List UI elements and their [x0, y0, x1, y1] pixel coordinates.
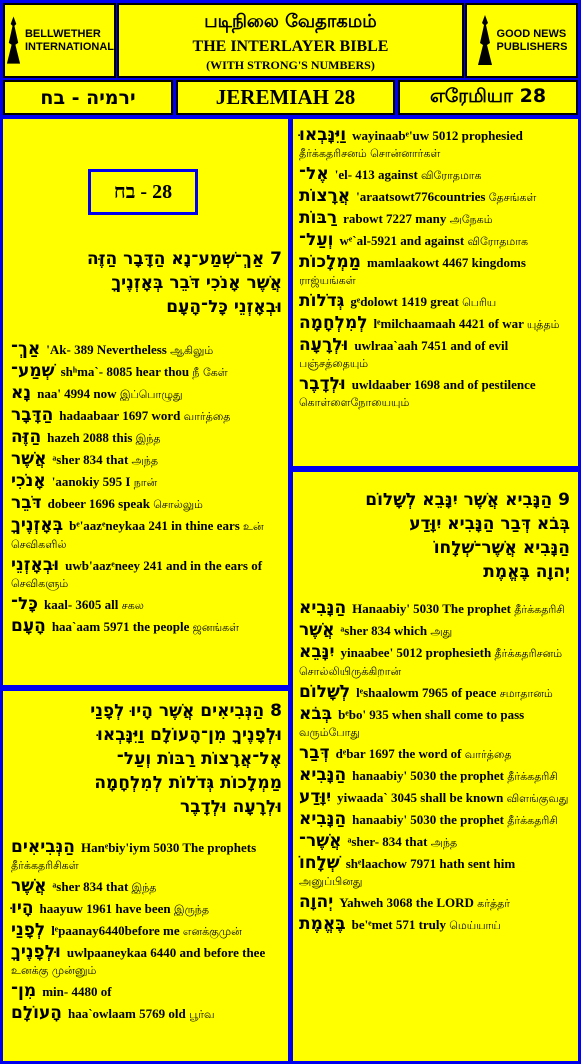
- gloss-tamil: விரோதமாக: [421, 169, 482, 182]
- word-entry: [11, 900, 282, 918]
- word-entry: [11, 557, 282, 592]
- word-entry: [299, 644, 572, 680]
- left-panel-verse7: [3, 119, 288, 685]
- gloss-tamil: பூர்வ: [188, 1008, 215, 1021]
- hebrew-word: אֲרָצוֹת: [299, 186, 351, 206]
- verse8-cont-word-list: [299, 127, 572, 415]
- hebrew-word: רַבּוֹת: [299, 208, 338, 228]
- word-entry: [11, 983, 282, 1001]
- gloss-english: lᵉshaalowm 7965 of peace: [356, 685, 497, 700]
- word-entry: [299, 127, 572, 162]
- title-sub: (WITH STRONG'S NUMBERS): [206, 58, 375, 72]
- hebrew-word: אֲשֶׁר: [11, 449, 47, 469]
- gloss-tamil: அனுப்பினது: [299, 875, 363, 888]
- gloss-tamil: ஆகிலும்: [170, 344, 214, 357]
- verse-line: 7 אַךְ־שְׁמַע־נָא הַדָּבָר הַזֶּה: [87, 249, 282, 269]
- gloss-english: gᵉdolowt 1419 great: [350, 294, 459, 309]
- gloss-english: uwb'aazᵉneey 241 and in the ears of: [65, 558, 263, 573]
- gloss-tamil: ராஜ்யங்கள்: [299, 274, 356, 287]
- gloss-english: ᵃsher 834 that: [52, 879, 129, 894]
- right-logo-line2: PUBLISHERS: [496, 40, 568, 53]
- gloss-english: hanaabiy' 5030 the prophet: [352, 812, 504, 827]
- verse-line: הַנָּבִיא אֲשֶׁר־שְׁלָחוֹ: [433, 538, 570, 558]
- word-entry: [299, 811, 572, 829]
- hebrew-word: בְּבֹא: [299, 704, 333, 724]
- hebrew-word: וּבְאָזְנֵי: [11, 555, 60, 575]
- gloss-english: ᵃsher 834 which: [340, 623, 428, 638]
- gloss-tamil: தீர்க்கதரிசனம் சொல்லியிருக்கிறான்: [299, 647, 563, 678]
- word-entry: [299, 745, 572, 763]
- word-entry: [11, 596, 282, 614]
- gloss-english: ᵃsher 834 that: [52, 452, 129, 467]
- word-entry: [11, 1005, 282, 1023]
- gloss-english: Yahweh 3068 the LORD: [339, 895, 474, 910]
- word-entry: [299, 600, 572, 618]
- word-entry: [299, 855, 572, 890]
- gloss-english: dᵉbar 1697 the word of: [335, 746, 462, 761]
- gloss-tamil: அது: [430, 625, 453, 638]
- gloss-tamil: இந்த: [135, 432, 161, 445]
- gloss-english: min- 4480 of: [42, 984, 112, 999]
- hebrew-word: וְעַל־: [299, 230, 334, 250]
- gloss-english: shᵉlaachow 7971 hath sent him: [345, 856, 516, 871]
- hebrew-word: גְּדֹלוֹת: [299, 291, 345, 311]
- chapter-label: 28 - בח: [88, 169, 198, 215]
- gloss-tamil: உனக்கு முன்னும்: [11, 964, 97, 977]
- gloss-english: ᵃsher- 834 that: [347, 834, 428, 849]
- gloss-tamil: வரும்போது: [299, 726, 360, 739]
- hebrew-word: יְהוָה: [299, 892, 334, 912]
- gloss-tamil: தேசங்கள்: [488, 191, 537, 204]
- gloss-tamil: நீ கேள்: [192, 366, 228, 379]
- gloss-tamil: கர்த்தர்: [477, 897, 511, 910]
- left-logo-line2: INTERNATIONAL: [24, 40, 114, 53]
- gloss-english: haayuw 1961 have been: [39, 901, 171, 916]
- hebrew-word: כָּל־: [11, 594, 38, 614]
- left-panel-verse8: [3, 691, 288, 1061]
- hebrew-word: הַזֶּה: [11, 427, 42, 447]
- hebrew-word: הַנָּבִיא: [299, 765, 347, 785]
- verse9-word-list: [299, 600, 572, 938]
- word-entry: [299, 210, 572, 228]
- gloss-english: 'aanokiy 595 I: [51, 474, 131, 489]
- word-entry: [11, 363, 282, 381]
- verse-line: מַמְלָכוֹת גְּדֹלוֹת לְמִלְחָמָה: [94, 773, 282, 793]
- word-entry: [11, 385, 282, 403]
- gloss-tamil: இந்த: [131, 881, 157, 894]
- hebrew-word: אֲשֶׁר: [11, 876, 47, 896]
- hebrew-word: שְׁלָחוֹ: [299, 853, 340, 873]
- bellwether-logo-icon: [5, 13, 22, 69]
- hebrew-word: שְׁמַע־: [11, 361, 55, 381]
- word-entry: [299, 767, 572, 785]
- word-entry: [299, 622, 572, 640]
- hebrew-word: אֲשֶׁר־: [299, 831, 342, 851]
- gloss-english: uwldaaber 1698 and of pestilence: [351, 377, 536, 392]
- hebrew-word: נָא: [11, 383, 32, 403]
- word-entry: [11, 878, 282, 896]
- gloss-tamil: விரோதமாக: [467, 235, 529, 248]
- hebrew-word: לְשָׁלוֹם: [299, 682, 351, 702]
- word-entry: [11, 429, 282, 447]
- word-entry: [11, 407, 282, 425]
- gloss-tamil: அநேகம்: [449, 213, 493, 226]
- gloss-english: lᵉpaanay6440before me: [51, 923, 180, 938]
- gloss-tamil: உன் செவிகளில்: [11, 520, 264, 551]
- hebrew-word: הָיוּ: [11, 898, 34, 918]
- word-entry: [11, 839, 282, 874]
- hebrew-word: בֶּאֱמֶת: [299, 914, 346, 934]
- good-news-logo-icon: [476, 13, 494, 69]
- word-entry: [299, 684, 572, 702]
- gloss-tamil: விளங்குவது: [506, 792, 569, 805]
- gloss-english: be'ᵉmet 571 truly: [351, 917, 447, 932]
- word-entry: [11, 944, 282, 979]
- word-entry: [299, 916, 572, 934]
- word-entry: [299, 706, 572, 741]
- hebrew-word: אַךְ־: [11, 339, 41, 359]
- word-entry: [299, 166, 572, 184]
- gloss-english: uwlpaaneykaa 6440 and before thee: [66, 945, 266, 960]
- gloss-tamil: சகல: [121, 599, 144, 612]
- gloss-tamil: மெய்யாய்: [449, 919, 501, 932]
- hebrew-word: הַנָּבִיא: [299, 809, 347, 829]
- title-tamil: படிநிலை வேதாகமம்: [204, 11, 377, 32]
- word-entry: [299, 337, 572, 372]
- hebrew-word: לְמִלְחָמָה: [299, 313, 368, 333]
- word-entry: [11, 618, 282, 636]
- word-entry: [299, 789, 572, 807]
- gloss-tamil: எனக்குமுன்: [182, 925, 242, 938]
- gloss-tamil: ஜனங்கள்: [192, 621, 240, 634]
- gloss-english: shʰma`- 8085 hear thou: [60, 364, 190, 379]
- hebrew-word: מִן־: [11, 981, 37, 1001]
- gloss-english: 'Ak- 389 Nevertheless: [46, 342, 167, 357]
- verse7-text: [11, 247, 282, 319]
- word-entry: [11, 495, 282, 513]
- gloss-english: yinaabee' 5012 prophesieth: [340, 645, 492, 660]
- gloss-english: dobeer 1696 speak: [47, 496, 150, 511]
- gloss-english: Hanaabiy' 5030 The prophet: [352, 601, 511, 616]
- verse-line: 9 הַנָּבִיא אֲשֶׁר יִנָּבֵא לְשָׁלוֹם: [365, 490, 570, 510]
- hebrew-word: דְּבַר: [299, 743, 330, 763]
- verse-line: יְהוָה בֶּאֱמֶת: [483, 562, 570, 582]
- hebrew-word: יִנָּבֵא: [299, 642, 335, 662]
- right-logo-line1: GOOD NEWS: [496, 27, 567, 40]
- word-entry: [299, 833, 572, 851]
- right-panel-verse8-cont: [293, 119, 578, 466]
- gloss-english: yiwaada` 3045 shall be known: [337, 790, 504, 805]
- gloss-tamil: வார்த்தை: [183, 410, 231, 423]
- verse-line: 8 הַנְּבִיאִים אֲשֶׁר הָיוּ לְפָנַי: [90, 701, 282, 721]
- verse-line: בְּבֹא דְּבַר הַנָּבִיא יִוָּדַע: [409, 514, 570, 534]
- word-entry: [11, 473, 282, 491]
- hebrew-word: וּלְרָעָה: [299, 335, 349, 355]
- gloss-tamil: தீர்க்கதரிசனம் சொன்னார்கள்: [299, 147, 441, 160]
- hebrew-word: לְפָנַי: [11, 920, 46, 940]
- header-title-block: [117, 3, 464, 78]
- word-entry: [11, 922, 282, 940]
- gloss-tamil: வார்த்தை: [464, 748, 512, 761]
- gloss-english: hanaabiy' 5030 the prophet: [352, 768, 504, 783]
- gloss-english: wᵉ`al-5921 and against: [339, 233, 465, 248]
- hebrew-word: מַמְלָכוֹת: [299, 252, 361, 272]
- title-main: THE INTERLAYER BIBLE: [192, 38, 389, 55]
- hebrew-word: הָעָם: [11, 616, 46, 636]
- book-tamil: எரேமியா 28: [398, 80, 578, 115]
- gloss-english: haa`aam 5971 the people: [51, 619, 190, 634]
- header-left-logo: [3, 3, 116, 78]
- header-right-logo: [465, 3, 578, 78]
- gloss-english: uwlraa`aah 7451 and of evil: [354, 338, 509, 353]
- gloss-tamil: பெரிய: [462, 296, 497, 309]
- word-entry: [299, 293, 572, 311]
- gloss-english: 'el- 413 against: [334, 167, 418, 182]
- gloss-tamil: இப்பொழுது: [119, 388, 183, 401]
- hebrew-word: הָעוֹלָם: [11, 1003, 62, 1023]
- gloss-tamil: இருந்த: [173, 903, 210, 916]
- gloss-tamil: செவிகளும்: [11, 577, 69, 590]
- hebrew-word: אָנֹכִי: [11, 471, 46, 491]
- gloss-english: bᵉbo' 935 when shall come to pass: [338, 707, 525, 722]
- gloss-english: lᵉmilchaamaah 4421 of war: [373, 316, 524, 331]
- gloss-english: Hanᵉbiy'iym 5030 The prophets: [80, 840, 257, 855]
- gloss-tamil: சமாதானம்: [499, 687, 553, 700]
- hebrew-word: וּלְדָבֶר: [299, 374, 346, 394]
- gloss-tamil: தீர்க்கதரிசி: [514, 603, 565, 616]
- hebrew-word: וּלְפָנֶיךָ: [11, 942, 61, 962]
- word-entry: [299, 376, 572, 411]
- word-entry: [11, 517, 282, 553]
- gloss-tamil: தீர்க்கதரிசிகள்: [11, 859, 79, 872]
- gloss-english: hazeh 2088 this: [47, 430, 133, 445]
- gloss-english: hadaabaar 1697 word: [59, 408, 181, 423]
- verse9-text: [299, 488, 570, 584]
- word-entry: [11, 341, 282, 359]
- verse-line: אֶל־אֲרָצוֹת רַבּוֹת וְעַל־: [116, 749, 282, 769]
- hebrew-word: אֶל־: [299, 164, 329, 184]
- right-panel-verse9: [293, 472, 578, 1061]
- gloss-tamil: பஞ்சத்தையும்: [299, 357, 369, 370]
- hebrew-word: אֲשֶׁר: [299, 620, 335, 640]
- gloss-english: mamlaakowt 4467 kingdoms: [366, 255, 526, 270]
- word-entry: [299, 254, 572, 289]
- verse-line: וּלְרָעָה וּלְדָבֶר: [180, 797, 282, 817]
- book-hebrew: ירמיה - בח: [3, 80, 173, 115]
- gloss-tamil: யுத்தம்: [526, 318, 560, 331]
- verse7-word-list: [11, 341, 282, 640]
- word-entry: [299, 894, 572, 912]
- gloss-tamil: கொள்ளைநோயையும்: [299, 396, 410, 409]
- verse-line: אֲשֶׁר אָנֹכִי דֹּבֵר בְּאָזְנֶיךָ: [111, 273, 282, 293]
- hebrew-word: בְּאָזְנֶיךָ: [11, 515, 64, 535]
- hebrew-word: הַנְּבִיאִים: [11, 837, 75, 857]
- verse8-text: [11, 699, 282, 819]
- gloss-english: naa' 4994 now: [37, 386, 117, 401]
- gloss-tamil: தீர்க்கதரிசி: [507, 814, 558, 827]
- hebrew-word: יִוָּדַע: [299, 787, 332, 807]
- book-english: JEREMIAH 28: [176, 80, 395, 115]
- word-entry: [11, 451, 282, 469]
- gloss-english: rabowt 7227 many: [343, 211, 447, 226]
- gloss-tamil: நான்: [133, 476, 158, 489]
- word-entry: [299, 188, 572, 206]
- gloss-english: wayinaabᵉ'uw 5012 prophesied: [352, 128, 523, 143]
- left-logo-line1: BELLWETHER: [24, 27, 101, 40]
- gloss-tamil: தீர்க்கதரிசி: [507, 770, 558, 783]
- verse-line: וּבְאָזְנֵי כָּל־הָעָם: [166, 297, 282, 317]
- hebrew-word: דֹּבֵר: [11, 493, 42, 513]
- gloss-tamil: சொல்லும்: [153, 498, 203, 511]
- hebrew-word: הַנָּבִיא: [299, 598, 347, 618]
- word-entry: [299, 232, 572, 250]
- word-entry: [299, 315, 572, 333]
- verse-line: וּלְפָנֶיךָ מִן־הָעוֹלָם וַיִּנָּבְאוּ: [97, 725, 282, 745]
- gloss-tamil: அந்த: [131, 454, 158, 467]
- gloss-english: 'araatsowt776countries: [356, 189, 486, 204]
- hebrew-word: וַיִּנָּבְאוּ: [299, 125, 347, 145]
- hebrew-word: הַדָּבָר: [11, 405, 54, 425]
- gloss-english: kaal- 3605 all: [43, 597, 119, 612]
- gloss-english: bᵉ'aazᵉneykaa 241 in thine ears: [69, 518, 240, 533]
- gloss-english: haa`owlaam 5769 old: [67, 1006, 186, 1021]
- gloss-tamil: அந்த: [430, 836, 458, 849]
- verse8-word-list: [11, 839, 282, 1027]
